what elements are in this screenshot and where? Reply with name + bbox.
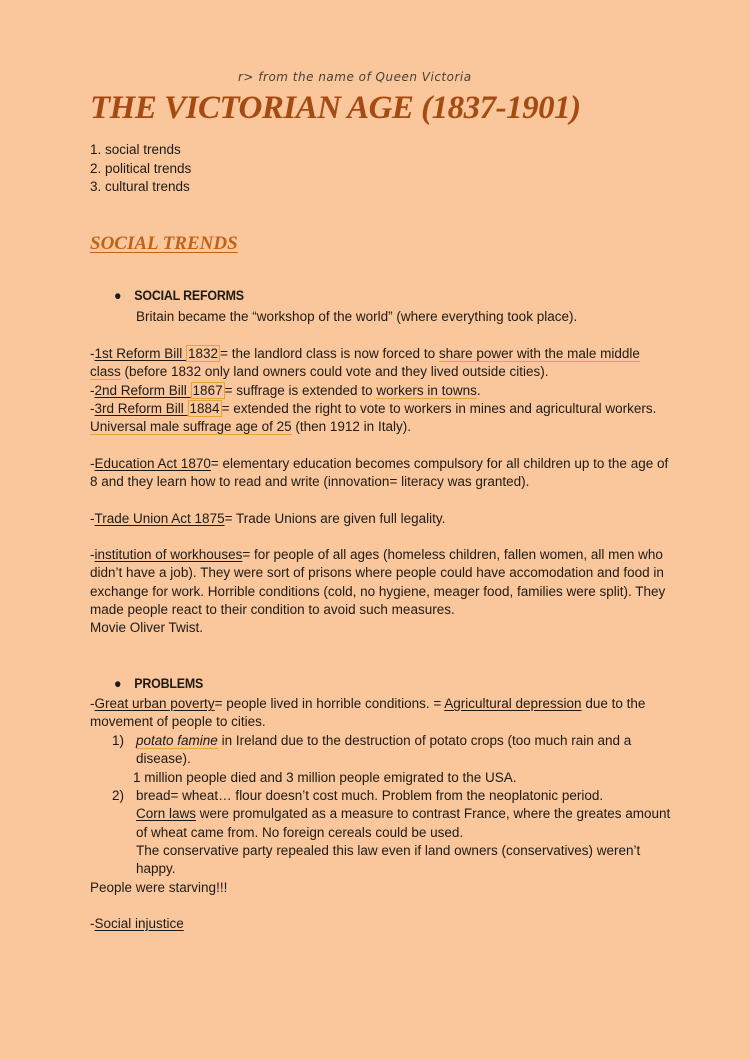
highlight: Universal male suffrage age of 25 (90, 419, 292, 435)
year-box: 1832 (188, 346, 219, 361)
highlight: workers in towns (376, 382, 477, 398)
trade-union-link: Trade Union Act 1875 (94, 511, 225, 526)
reform-link: 3rd Reform Bill (94, 400, 188, 416)
paragraph-poverty: -Great urban poverty= people lived in horrible conditions. = Agricultural depression due to the movement of people to cities. (90, 696, 646, 730)
paragraph-trade-union: -Trade Union Act 1875= Trade Unions are given full legality. (90, 511, 446, 526)
page-title: THE VICTORIAN AGE (1837-1901) (90, 90, 581, 126)
list-item: 2) bread= wheat… flour doesn’t cost much. Problem from the neoplatonic period. Corn laws were promulgated as a measure to contrast France, where the greates amount of wheat came from. No foreign cereals could be used. The conservative party repealed this law even if land owners (conservatives) weren’t happy. (112, 788, 671, 877)
toc-item: 3. cultural trends (90, 179, 190, 194)
depression-link: Agricultural depression (444, 696, 582, 711)
year-box: 1884 (189, 400, 220, 416)
bullet-heading-social-reforms (114, 288, 244, 303)
poverty-link: Great urban poverty (94, 696, 215, 711)
toc-item: 2. political trends (90, 160, 192, 176)
bullet-icon: ● (114, 676, 122, 691)
bullet-heading-label: PROBLEMS (134, 676, 204, 691)
movie-note: Movie Oliver Twist. (90, 620, 204, 636)
handwritten-annotation: r> from the name of Queen Victoria (238, 70, 472, 84)
reform-1867: -2nd Reform Bill 1867 = suffrage is extended to workers in towns. (90, 382, 481, 398)
workhouses-link: institution of workhouses (94, 547, 243, 562)
reform-1832: -1st Reform Bill 1832 = the landlord class is now forced to share power with the male middle class (before 1832 only land owners could vote and they lived outside cities). (90, 346, 640, 380)
reform-1884: -3rd Reform Bill 1884 = extended the right to vote to workers in mines and agricultural workers. Universal male suffrage age of 25 (then 1912 in Italy). (90, 400, 657, 435)
paragraph-education: -Education Act 1870= elementary education becomes compulsory for all children up to the age of 8 and they learn how to read and write (innovation= literacy was granted). (90, 456, 669, 490)
bullet-heading-problems (114, 676, 203, 691)
section-heading: SOCIAL TRENDS (90, 233, 238, 254)
social-injustice-link: Social injustice (94, 916, 184, 931)
bullet-icon: ● (114, 288, 122, 303)
paragraph-workhouses: -institution of workhouses= for people of all ages (homeless children, fallen women, all men who didn’t have a job). They were sort of prisons where people could have accomodation and food in exchange for work. Horrible conditions (cold, no hygiene, meager food, families were split). They made people react to their condition to avoid such measures. Movie Oliver Twist. (90, 546, 670, 637)
year-box: 1867 (192, 382, 223, 398)
corn-laws-link: Corn laws (136, 806, 197, 822)
list-item: 1) potato famine in Ireland due to the destruction of potato crops (too much rain and a disease). 1 million people died and 3 million people emigrated to the USA. (112, 732, 672, 787)
starving-note: People were starving!!! (90, 880, 228, 895)
education-link: Education Act 1870 (94, 456, 211, 471)
paragraph-social-injustice: -Social injustice (90, 916, 184, 931)
table-of-contents (90, 141, 191, 197)
social-reforms-intro: Britain became the “workshop of the world” (where everything took place). (136, 309, 578, 324)
highlight: share power with the male middle class (90, 346, 640, 380)
bullet-heading-label: SOCIAL REFORMS (134, 288, 244, 303)
reform-link: 2nd Reform Bill (94, 382, 191, 398)
reform-link: 1st Reform Bill (94, 346, 187, 361)
famine-note: 1 million people died and 3 million people emigrated to the USA. (133, 769, 517, 785)
toc-item: 1. social trends (90, 142, 181, 157)
paragraph-reforms (90, 345, 670, 436)
emphasis: potato famine (136, 733, 218, 748)
